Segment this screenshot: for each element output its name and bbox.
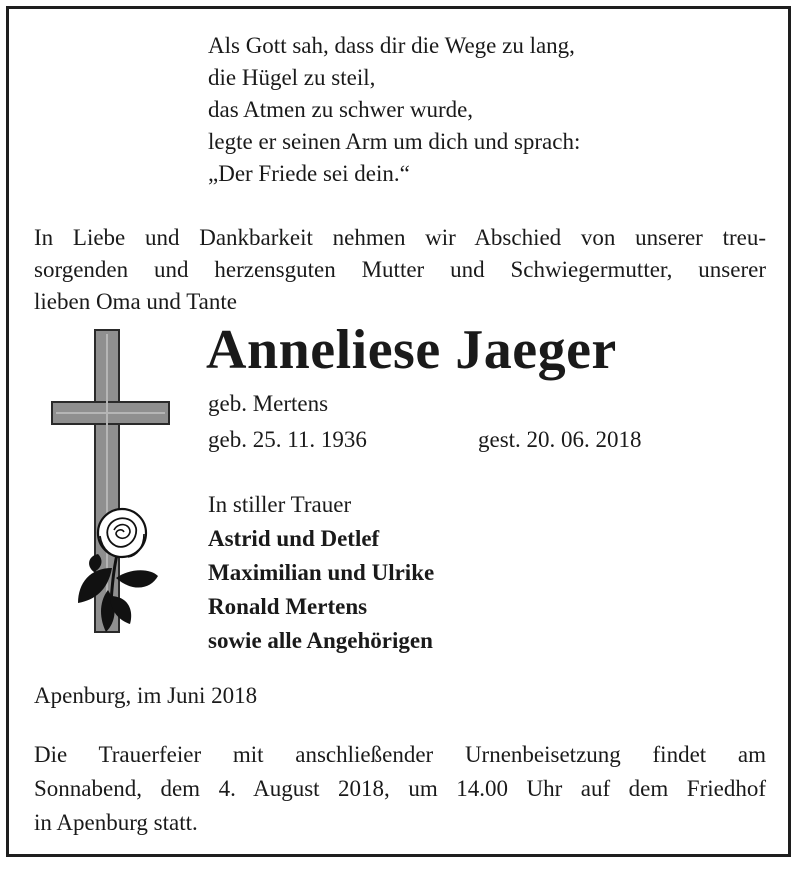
- funeral-line: Sonnabend, dem 4. August 2018, um 14.00 Uhr auf dem Friedhof: [34, 776, 766, 801]
- deceased-name: Anneliese Jaeger: [206, 319, 617, 381]
- intro-line: In Liebe und Dankbarkeit nehmen wir Abschied von unserer treu-: [34, 225, 766, 250]
- poem-line: „Der Friede sei dein.“: [208, 161, 410, 186]
- death-date: gest. 20. 06. 2018: [478, 427, 642, 452]
- cross-icon: [50, 328, 180, 638]
- poem-line: legte er seinen Arm um dich und sprach:: [208, 129, 581, 154]
- mourner-name: Astrid und Detlef: [208, 526, 380, 551]
- mourner-name: sowie alle Angehörigen: [208, 628, 433, 653]
- intro-text: [34, 222, 766, 318]
- intro-line: lieben Oma und Tante: [34, 289, 237, 314]
- maiden-name: geb. Mertens: [208, 391, 329, 416]
- intro-line: sorgenden und herzensguten Mutter und Schwiegermutter, unserer: [34, 257, 766, 282]
- funeral-line: Die Trauerfeier mit anschließender Urnenbeisetzung findet am: [34, 742, 766, 767]
- funeral-line: in Apenburg statt.: [34, 810, 198, 835]
- mourner-name: Ronald Mertens: [208, 594, 368, 619]
- poem: [208, 30, 580, 190]
- mourners-heading: In stiller Trauer: [208, 492, 352, 517]
- birth-date: geb. 25. 11. 1936: [208, 427, 367, 452]
- mourner-name: Maximilian und Ulrike: [208, 560, 435, 585]
- poem-line: die Hügel zu steil,: [208, 65, 376, 90]
- funeral-info: [34, 738, 766, 840]
- place-date: Apenburg, im Juni 2018: [34, 683, 258, 708]
- poem-line: das Atmen zu schwer wurde,: [208, 97, 474, 122]
- poem-line: Als Gott sah, dass dir die Wege zu lang,: [208, 33, 575, 58]
- cross-shape: [52, 330, 169, 632]
- mourners-block: [208, 488, 434, 658]
